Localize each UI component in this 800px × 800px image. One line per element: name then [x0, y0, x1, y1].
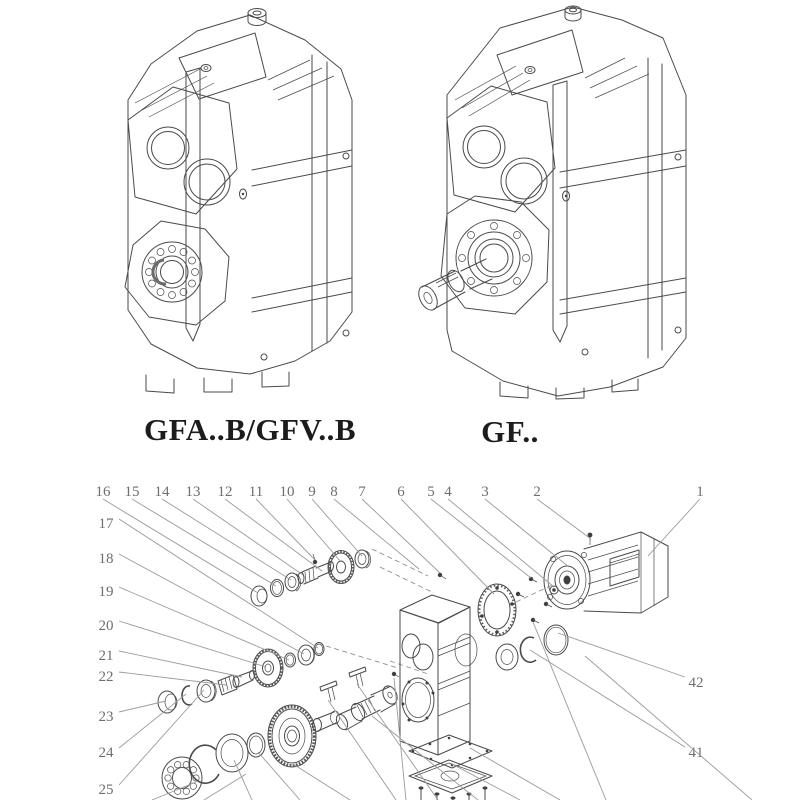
gear-bore	[463, 126, 505, 168]
callout-number-15: 15	[124, 484, 140, 500]
callout-number-19: 19	[98, 584, 114, 600]
splined-shaft	[218, 671, 255, 696]
motor-flange-ring	[478, 584, 516, 636]
leader-line-1	[648, 499, 700, 556]
callout-number-41: 41	[688, 745, 704, 761]
cut-leader-line-9	[452, 764, 520, 800]
oil-seal	[216, 734, 248, 772]
callout-number-23: 23	[98, 709, 114, 725]
callout-number-11: 11	[248, 484, 264, 500]
leader-line-5	[431, 499, 531, 578]
motor-side-bearing	[496, 644, 518, 670]
leader-line-11	[256, 499, 315, 560]
mounting-feet	[146, 372, 289, 393]
key	[320, 681, 337, 702]
end-cap	[251, 586, 267, 606]
mount-hole	[201, 65, 211, 72]
gear-bore	[184, 159, 230, 205]
leader-line-6	[401, 499, 494, 594]
callout-number-25: 25	[98, 782, 114, 798]
callout-number-13: 13	[185, 484, 201, 500]
seal-ring	[271, 580, 284, 597]
leader-line-41	[530, 650, 685, 747]
bearing	[298, 645, 315, 665]
callout-number-22: 22	[98, 669, 114, 685]
callout-number-12: 12	[217, 484, 233, 500]
cooling-ribs	[455, 58, 649, 116]
ball-bearing	[162, 757, 202, 799]
hollow-shaft-bearing	[142, 242, 202, 302]
helical-gear	[328, 551, 354, 584]
helical-gear	[253, 649, 283, 687]
retaining-ring	[544, 625, 568, 655]
gasket	[409, 735, 492, 768]
callout-number-21: 21	[98, 648, 114, 664]
callout-number-2: 2	[533, 484, 541, 500]
callout-number-20: 20	[98, 618, 114, 634]
cooling-ribs	[135, 60, 334, 117]
cut-leader-line-12	[585, 656, 752, 800]
leader-line-3	[485, 499, 569, 567]
callout-number-3: 3	[481, 484, 489, 500]
gear-housing	[400, 595, 477, 755]
callout-number-4: 4	[444, 484, 452, 500]
leader-line-21	[119, 651, 242, 677]
callout-number-10: 10	[279, 484, 295, 500]
cut-leader-line-4	[293, 764, 350, 800]
output-shaft	[415, 259, 492, 313]
leader-line-14	[162, 499, 291, 580]
retaining-ring	[314, 643, 324, 656]
leader-line-16	[103, 499, 258, 593]
gear-bore	[501, 158, 547, 204]
set-screw	[313, 560, 317, 564]
callout-number-17: 17	[98, 516, 114, 532]
washer	[285, 653, 296, 667]
callout-number-7: 7	[358, 484, 366, 500]
gear-bore	[147, 127, 189, 169]
bearing	[355, 550, 371, 568]
leader-line-8	[334, 499, 419, 569]
callout-number-42: 42	[688, 675, 704, 691]
tie-bar	[553, 81, 567, 342]
output-gear	[268, 705, 316, 767]
circlip	[520, 637, 536, 662]
leader-line-2	[537, 499, 591, 539]
gearbox-drawing-shaft-mounted	[125, 9, 352, 394]
intermediate-shaft-assembly	[158, 643, 324, 714]
leader-line-19	[119, 587, 289, 660]
cut-leader-line-6	[357, 684, 438, 800]
washer	[247, 733, 265, 757]
lifting-eye-boss	[248, 9, 266, 26]
leader-line-10	[287, 499, 341, 562]
callout-number-18: 18	[98, 551, 114, 567]
leader-line-12	[225, 499, 322, 571]
model-label-left: GFA..B/GFV..B	[143, 412, 357, 447]
callout-number-24: 24	[98, 745, 114, 761]
mounting-feet	[500, 379, 638, 399]
callout-number-16: 16	[95, 484, 111, 500]
leader-line-7	[362, 499, 440, 573]
leader-line-20	[119, 621, 266, 667]
cut-leader-line-10	[470, 748, 560, 800]
input-shaft-assembly	[251, 550, 371, 606]
callout-number-9: 9	[308, 484, 316, 500]
tie-bar	[186, 68, 200, 341]
gearbox-drawing-solid-shaft	[415, 6, 686, 399]
exploded-parts-diagram	[96, 484, 753, 800]
callout-number-8: 8	[330, 484, 338, 500]
callout-number-6: 6	[397, 484, 405, 500]
leader-line-9	[312, 499, 362, 556]
leader-line-22	[119, 672, 226, 685]
mount-hole	[525, 67, 535, 74]
leader-line-18	[119, 554, 304, 654]
cut-leader-line-11	[533, 622, 606, 800]
callout-number-5: 5	[427, 484, 435, 500]
electric-motor	[544, 532, 668, 613]
callout-number-1: 1	[696, 484, 704, 500]
housing-bore	[402, 678, 434, 722]
bushing	[313, 711, 340, 732]
circlip	[189, 745, 219, 783]
circlip	[182, 686, 192, 705]
callout-layer	[96, 484, 753, 800]
callout-number-14: 14	[154, 484, 170, 500]
model-label-right: GF..	[481, 414, 539, 449]
cut-leader-line-1	[204, 774, 246, 800]
leader-line-42	[558, 633, 685, 677]
